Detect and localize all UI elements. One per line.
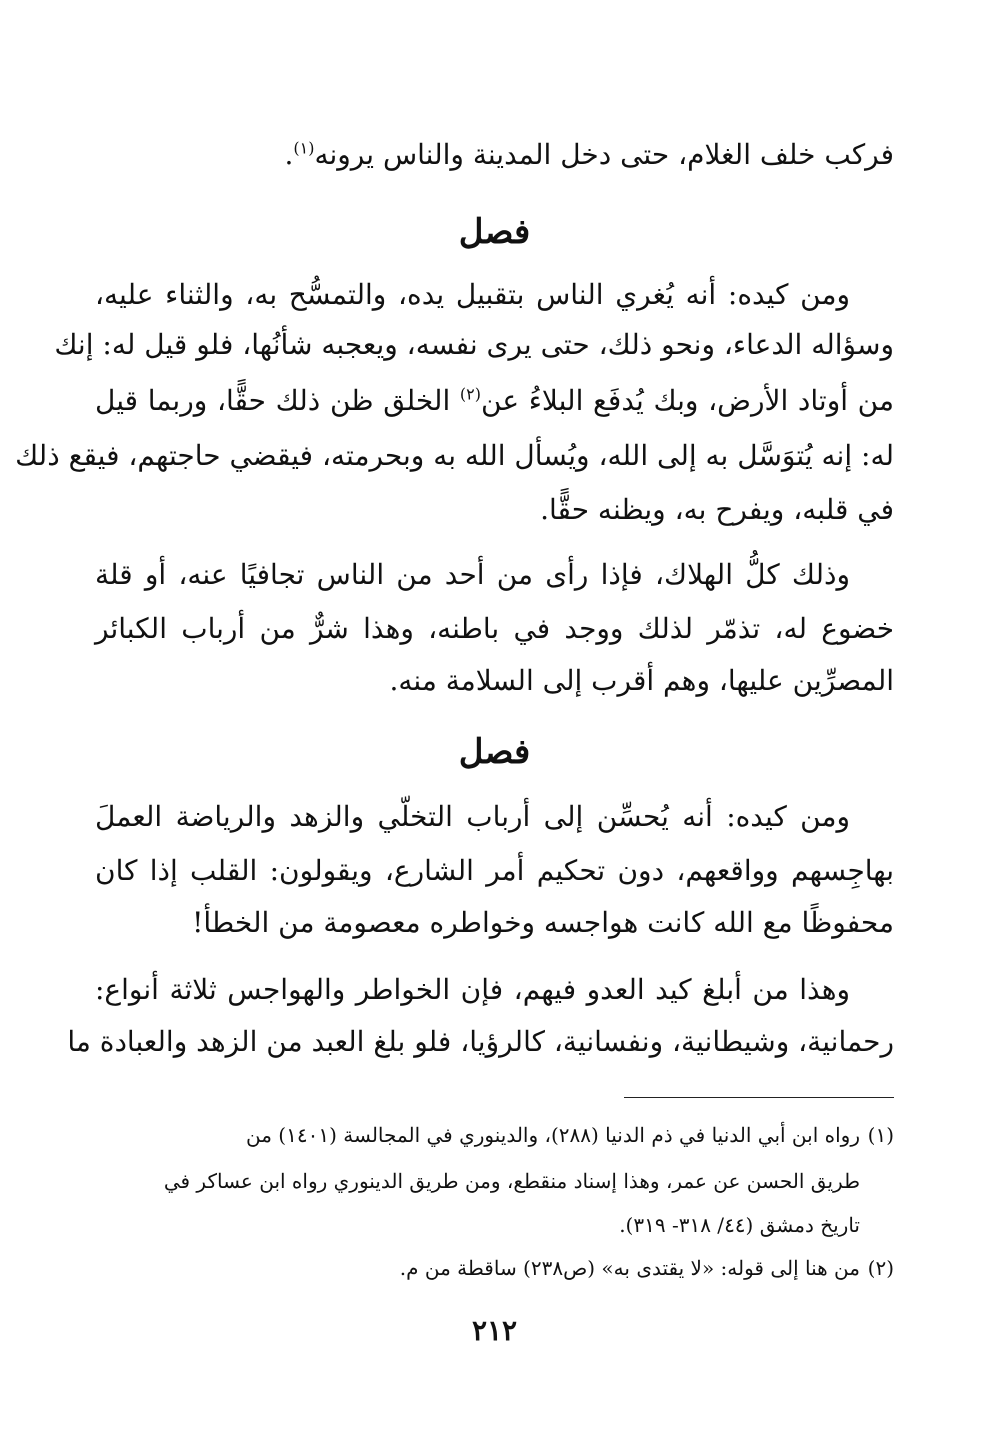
paragraph-line: وهذا من أبلغ كيد العدو فيهم، فإن الخواطر والهواجس ثلاثة أنواع: xyxy=(95,973,850,1006)
section-heading-2: فصل xyxy=(458,732,531,772)
footnote-number: (٢) xyxy=(867,1256,894,1280)
opening-line xyxy=(95,135,894,175)
opening-end: . xyxy=(284,138,294,171)
book-page xyxy=(15,0,894,1454)
paragraph-line xyxy=(95,381,894,421)
paragraph-line: رحمانية، وشيطانية، ونفسانية، كالرؤيا، فلو بلغ العبد من الزهد والعبادة ما xyxy=(67,1025,894,1058)
paragraph-line: ومن كيده: أنه يُغري الناس بتقبيل يده، والتمسُّح به، والثناء عليه، xyxy=(95,278,850,311)
footnote-text: من هنا إلى قوله: «لا يقتدى به» (ص٢٣٨) ساقطة من م. xyxy=(399,1256,860,1280)
paragraph-line: ومن كيده: أنه يُحسِّن إلى أرباب التخلّي والزهد والرياضة العملَ xyxy=(95,800,850,833)
paragraph-line: له: إنه يُتوَسَّل به إلى الله، ويُسأل الله به وبحرمته، فيقضي حاجتهم، فيقع ذلك xyxy=(15,439,894,472)
footnote-ref-2: (٢) xyxy=(459,384,482,404)
paragraph-text: من أوتاد الأرض، وبك يُدفَع البلاءُ عن xyxy=(481,384,894,417)
footnote-separator xyxy=(624,1097,894,1098)
paragraph-line: وذلك كلُّ الهلاك، فإذا رأى من أحد من الناس تجافيًا عنه، أو قلة xyxy=(95,558,850,591)
paragraph-line: خضوع له، تذمّر لذلك ووجد في باطنه، وهذا شرٌّ من أرباب الكبائر xyxy=(95,612,894,645)
paragraph-line: المصرِّين عليها، وهم أقرب إلى السلامة منه. xyxy=(389,664,894,697)
footnote-ref-1: (١) xyxy=(293,138,315,158)
footnote-text: رواه ابن أبي الدنيا في ذم الدنيا (٢٨٨)، والدينوري في المجالسة (١٤٠١) من xyxy=(246,1123,860,1147)
paragraph-line: وسؤاله الدعاء، ونحو ذلك، حتى يرى نفسه، ويعجبه شأنُها، فلو قيل له: إنك xyxy=(54,328,894,361)
paragraph-line: في قلبه، ويفرح به، ويظنه حقًّا. xyxy=(540,493,894,526)
footnote-2 xyxy=(95,1251,894,1285)
footnote-line: طريق الحسن عن عمر، وهذا إسناد منقطع، ومن طريق الدينوري رواه ابن عساكر في xyxy=(163,1169,860,1193)
page-number: ٢١٢ xyxy=(471,1314,518,1347)
paragraph-line: بهاجِسهم وواقعهم، دون تحكيم أمر الشارع، ويقولون: القلب إذا كان xyxy=(95,854,894,887)
paragraph-text: الخلق ظن ذلك حقًّا، وربما قيل xyxy=(95,384,460,417)
section-heading-1: فصل xyxy=(458,212,531,252)
footnote-line: تاريخ دمشق (٤٤/ ٣١٨- ٣١٩). xyxy=(619,1213,860,1237)
opening-text: فركب خلف الغلام، حتى دخل المدينة والناس يرونه xyxy=(314,138,894,171)
footnote-number: (١) xyxy=(867,1123,894,1147)
footnote-1 xyxy=(95,1118,894,1152)
paragraph-line: محفوظًا مع الله كانت هواجسه وخواطره معصومة من الخطأ! xyxy=(192,906,894,939)
